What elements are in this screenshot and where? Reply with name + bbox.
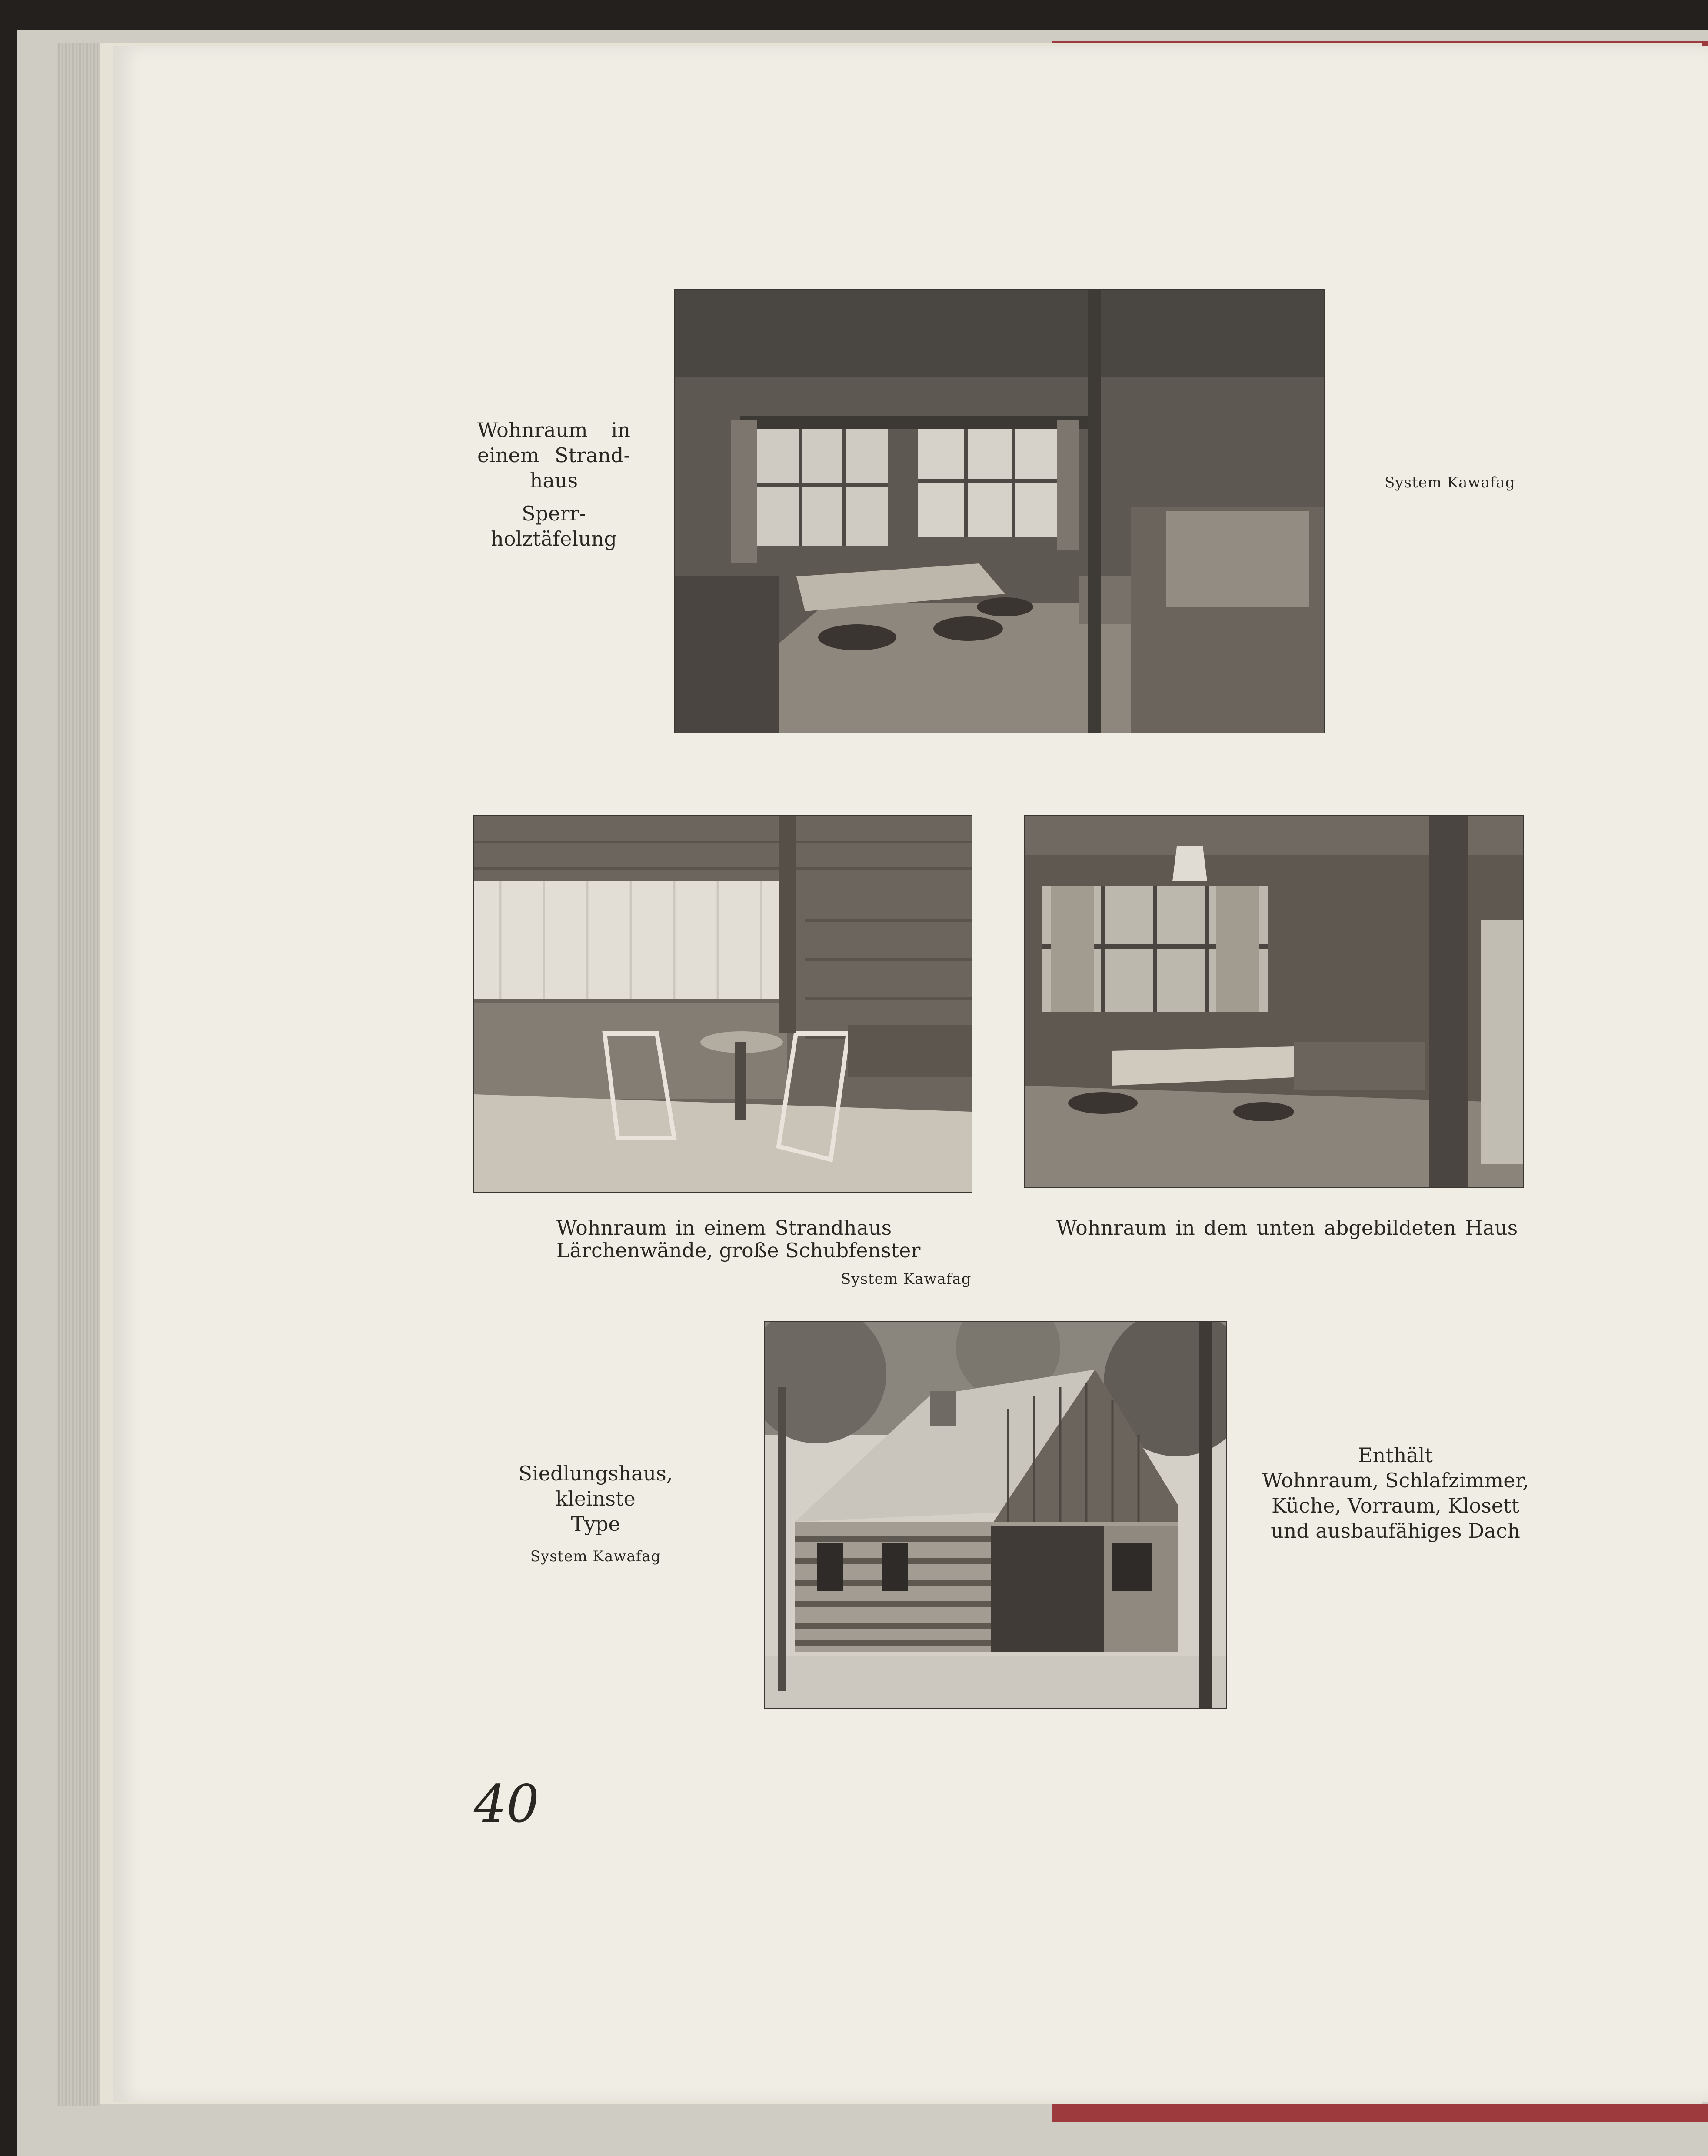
photo3-caption: Wohnraum in dem unten abgebildeten Haus — [1056, 1216, 1518, 1240]
photo4-caption-line: Siedlungshaus, kleinste — [518, 1462, 673, 1510]
photo2-caption-line: Wohnraum in einem Strandhaus — [556, 1216, 892, 1240]
photo1-caption-line: haus — [529, 469, 578, 492]
photo2-caption-line: Lärchenwände, große Schubfenster — [556, 1239, 921, 1262]
photo1-credit: System Kawafag — [1385, 474, 1515, 491]
photo4-credit: System Kawafag — [530, 1548, 661, 1565]
photo4-side-line: Küche, Vorraum, Klosett — [1272, 1494, 1519, 1517]
photo1-caption-line: Sperr- — [522, 502, 586, 525]
photo2-caption — [556, 1215, 974, 1263]
page-number: 40 — [474, 1774, 539, 1834]
photo1-caption-line: holztäfelung — [491, 527, 617, 550]
photo4-side-text — [1252, 1443, 1539, 1543]
photo4-side-line: und ausbaufähiges Dach — [1271, 1519, 1520, 1543]
photo1-caption — [477, 417, 630, 551]
photo4-caption — [483, 1461, 709, 1566]
photo-larch-wall-living-room — [474, 816, 972, 1192]
photo-settlement-house-exterior — [765, 1322, 1226, 1708]
photo4-caption-line: Type — [571, 1512, 620, 1536]
photo1-caption-line: Wohnraum in — [477, 418, 630, 442]
photo-beach-house-living-room — [675, 290, 1324, 733]
photo-settlement-house-living-room — [1025, 816, 1523, 1187]
photo1-caption-line: einem Strand- — [477, 443, 630, 467]
cover-red-edge-bottom — [1052, 2104, 1708, 2122]
photo2-credit: System Kawafag — [841, 1270, 972, 1288]
photo4-side-line: Enthält — [1358, 1443, 1433, 1467]
spine-cloth — [57, 43, 100, 2106]
photo4-side-line: Wohnraum, Schlafzimmer, — [1262, 1469, 1529, 1492]
